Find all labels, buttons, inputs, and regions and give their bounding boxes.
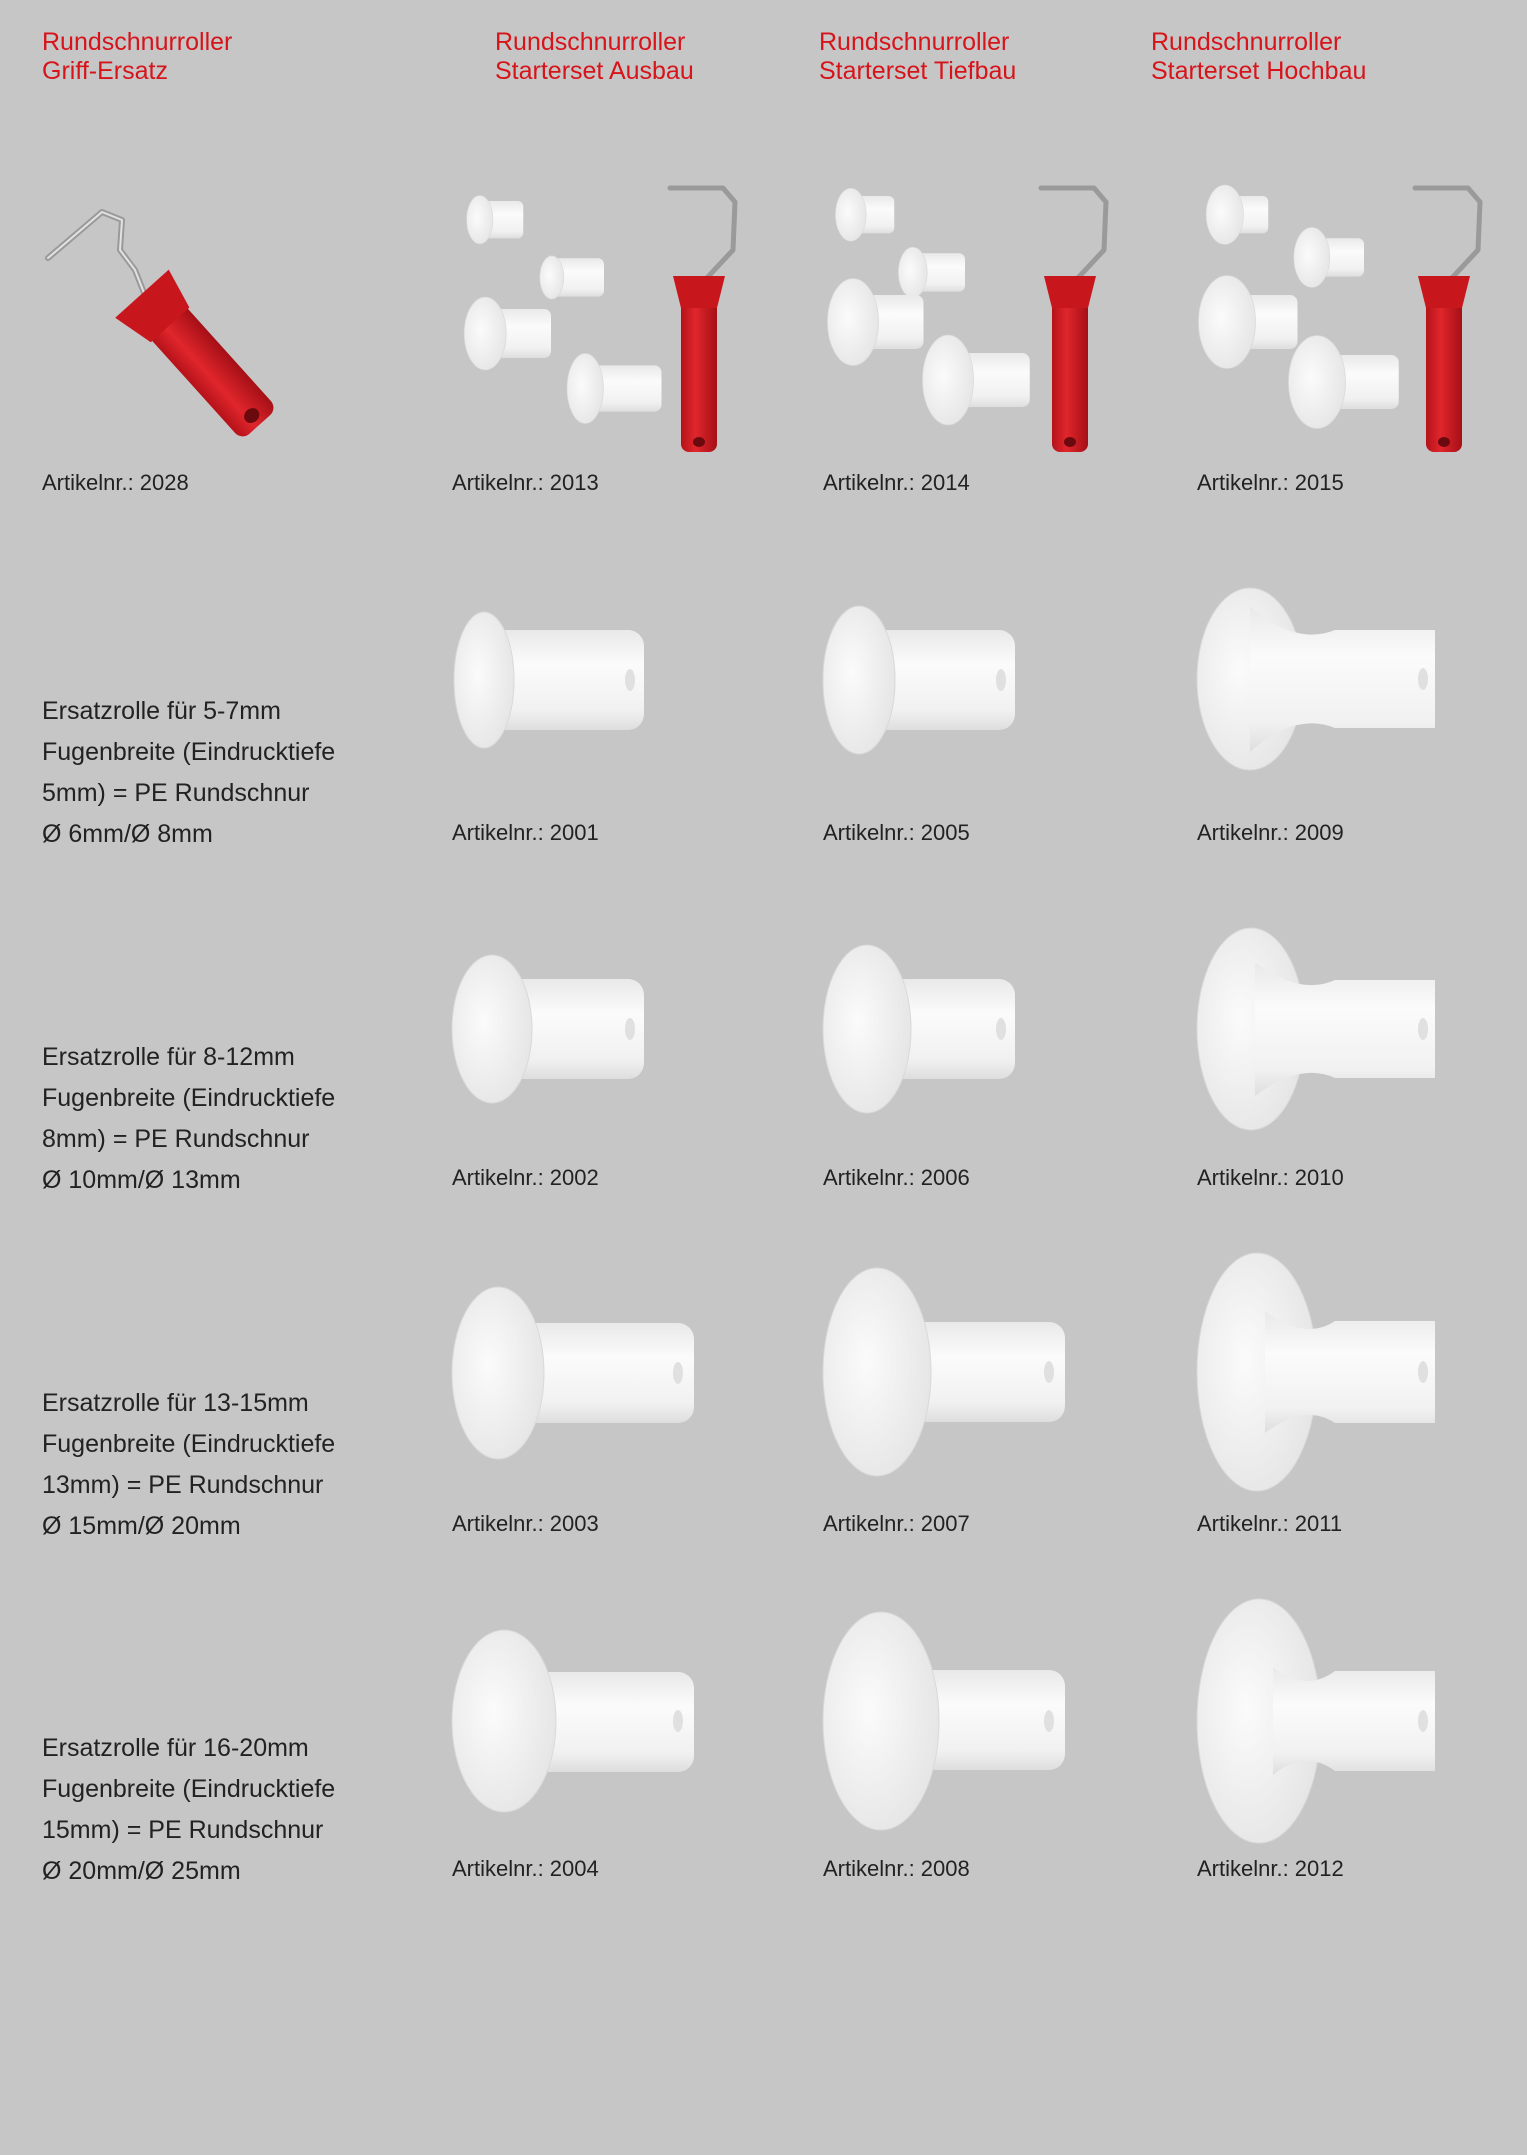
roller-image — [450, 1628, 700, 1814]
sku-starter-ausbau: Artikelnr.: 2013 — [452, 470, 599, 495]
starter-set-hochbau-image — [1200, 180, 1500, 460]
sku: Artikelnr.: 2004 — [452, 1856, 599, 1881]
desc-line: Fugenbreite (Eindrucktiefe — [42, 1430, 336, 1458]
header-line1: Rundschnurroller — [495, 28, 686, 56]
desc-line: Ersatzrolle für 16-20mm — [42, 1734, 309, 1762]
roller-description — [42, 691, 372, 855]
sku: Artikelnr.: 2010 — [1197, 1165, 1344, 1190]
desc-line: 15mm) = PE Rundschnur — [42, 1816, 324, 1844]
roller-description — [42, 1728, 372, 1892]
roller-image — [1195, 1251, 1445, 1493]
sku-starter-tiefbau: Artikelnr.: 2014 — [823, 470, 970, 495]
roller-description — [42, 1037, 372, 1201]
sku-handle: Artikelnr.: 2028 — [42, 470, 189, 495]
desc-line: 5mm) = PE Rundschnur — [42, 779, 310, 807]
desc-line: Ersatzrolle für 5-7mm — [42, 697, 281, 725]
roller-image — [450, 953, 650, 1105]
desc-line: 8mm) = PE Rundschnur — [42, 1125, 310, 1153]
roller-image — [821, 1266, 1071, 1478]
header-line2: Starterset Ausbau — [495, 57, 694, 85]
roller-image — [821, 943, 1021, 1115]
desc-line: Ø 20mm/Ø 25mm — [42, 1857, 241, 1885]
sku-starter-hochbau: Artikelnr.: 2015 — [1197, 470, 1344, 495]
header-line1: Rundschnurroller — [42, 28, 233, 56]
desc-line: Ø 15mm/Ø 20mm — [42, 1512, 241, 1540]
header-starterset-hochbau — [1151, 28, 1366, 86]
roller-image — [1195, 1597, 1445, 1845]
starter-set-ausbau-image — [455, 180, 755, 460]
header-line1: Rundschnurroller — [819, 28, 1010, 56]
header-griff-ersatz — [42, 28, 232, 86]
header-line2: Griff-Ersatz — [42, 57, 168, 85]
header-line2: Starterset Tiefbau — [819, 57, 1017, 85]
sku: Artikelnr.: 2002 — [452, 1165, 599, 1190]
header-line1: Rundschnurroller — [1151, 28, 1342, 56]
roller-handle-image — [40, 200, 330, 490]
desc-line: Fugenbreite (Eindrucktiefe — [42, 738, 336, 766]
sku: Artikelnr.: 2006 — [823, 1165, 970, 1190]
roller-image — [450, 610, 650, 750]
sku: Artikelnr.: 2009 — [1197, 820, 1344, 845]
header-starterset-tiefbau — [819, 28, 1016, 86]
sku: Artikelnr.: 2012 — [1197, 1856, 1344, 1881]
header-starterset-ausbau — [495, 28, 694, 86]
desc-line: Ø 6mm/Ø 8mm — [42, 820, 213, 848]
sku: Artikelnr.: 2007 — [823, 1511, 970, 1536]
starter-set-tiefbau-image — [826, 180, 1126, 460]
desc-line: 13mm) = PE Rundschnur — [42, 1471, 324, 1499]
roller-image — [821, 604, 1021, 756]
roller-image — [1195, 586, 1445, 772]
roller-image — [821, 1610, 1071, 1832]
sku: Artikelnr.: 2001 — [452, 820, 599, 845]
desc-line: Ø 10mm/Ø 13mm — [42, 1166, 241, 1194]
desc-line: Fugenbreite (Eindrucktiefe — [42, 1775, 336, 1803]
roller-image — [1195, 926, 1445, 1132]
desc-line: Ersatzrolle für 8-12mm — [42, 1043, 295, 1071]
sku: Artikelnr.: 2003 — [452, 1511, 599, 1536]
sku: Artikelnr.: 2005 — [823, 820, 970, 845]
roller-description — [42, 1383, 372, 1547]
sku: Artikelnr.: 2008 — [823, 1856, 970, 1881]
desc-line: Ersatzrolle für 13-15mm — [42, 1389, 309, 1417]
header-line2: Starterset Hochbau — [1151, 57, 1367, 85]
roller-image — [450, 1285, 700, 1461]
desc-line: Fugenbreite (Eindrucktiefe — [42, 1084, 336, 1112]
sku: Artikelnr.: 2011 — [1197, 1511, 1343, 1536]
